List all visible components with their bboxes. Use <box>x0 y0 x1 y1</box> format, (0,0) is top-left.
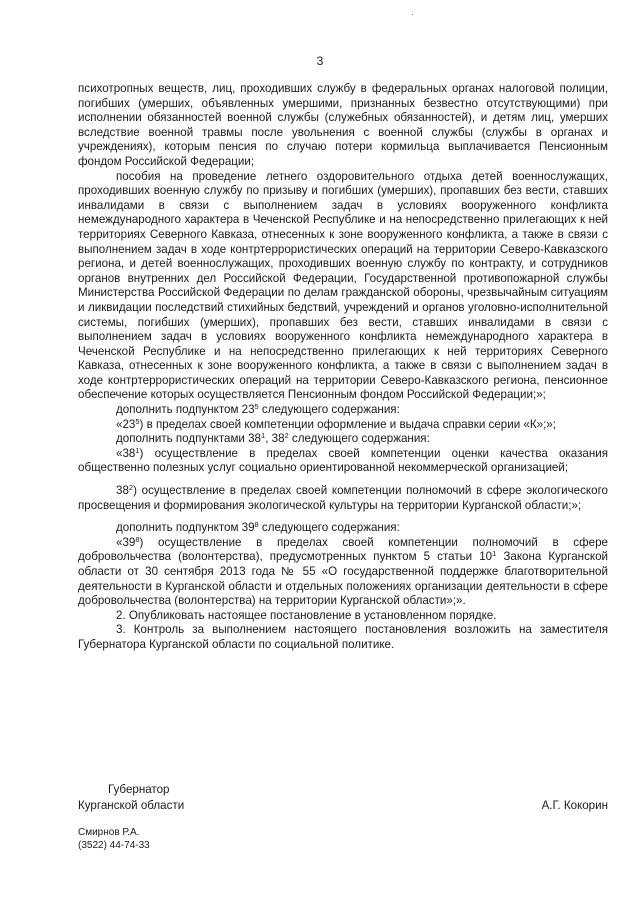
superscript: 8 <box>135 534 140 544</box>
text-fragment: «23 <box>116 417 136 431</box>
executor-phone: (3522) 44-74-33 <box>78 839 150 851</box>
paragraph-add-subitems-38 <box>78 432 608 447</box>
paragraph-recreation-allowance: пособия на проведение летнего оздоровительного отдыха детей военнослужащих, проходивших военную службу по призыву и погибших (умерших), пропавших без вести, ставших инвалидами в связи с выполнением задач в условиях вооруженного конфликта немеждународного характера в Чеченской Республике и на непосредственно прилегающих к ней территориях Северного Кавказа, отнесенных к зоне вооруженного конфликта, а также в связи с выполнением задач в ходе контртеррористических операций на территории Северо-Кавказского региона, и детей военнослужащих, проходивших военную службу по контракту, и сотрудников органов внутренних дел Российской Федерации, Государственной противопожарной службы Министерства Российской Федерации по делам гражданской обороны, чрезвычайным ситуациям и ликвидации последствий стихийных бедствий, учреждений и органов уголовно-исполнительной системы, погибших (умерших), пропавших без вести, ставших инвалидами в связи с выполнением задач в условиях вооруженного конфликта немеждународного характера в Чеченской Республике и на непосредственно прилегающих к ней территориях Северного Кавказа, отнесенных к зоне вооруженного конфликта, а также в связи с выполнением задач в ходе контртеррористических операций на территории Северо-Кавказского региона, пенсионное обеспечение которых осуществляется Пенсионным фондом Российской Федерации;»; <box>78 169 608 402</box>
paragraph-psychotropic: психотропных веществ, лиц, проходивших службу в федеральных органах налоговой полиции, погибших (умерших, объявленных умершими, признанных безвестно отсутствующими) при исполнении обязанностей военной службы (служебных обязанностей), и детям лиц, умерших вследствие военной травмы после увольнения с военной службы (службы в органах и учреждениях), которым пенсия по случаю потери кормильца выплачивается Пенсионным фондом Российской Федерации; <box>78 82 608 168</box>
text-fragment: ) осуществление в пределах своей компетенции оценки качества оказания общественно полезных услуг социально ориентированной некоммерческой организацией; <box>78 446 608 475</box>
text-fragment: ) осуществление в пределах своей компетенции полномочий в сфере добровольчества (волонтерства), предусмотренных пунктом 5 статьи 10 <box>78 535 608 564</box>
text-fragment: следующего содержания: <box>258 521 400 535</box>
paragraph-subitem-38-2 <box>78 484 608 513</box>
superscript: 2 <box>284 431 289 441</box>
signer-region: Курганской области <box>78 799 185 812</box>
signer-title: Губернатор <box>108 783 170 796</box>
superscript: 2 <box>128 483 134 493</box>
paragraph-subitem-39-8 <box>78 536 608 609</box>
text-fragment: «38 <box>116 446 136 460</box>
paragraph-subitem-23-5 <box>78 418 608 433</box>
text-fragment: , 38 <box>265 432 285 446</box>
paragraph-subitem-38-1 <box>78 447 608 476</box>
text-fragment: дополнить подпунктами 38 <box>116 432 262 446</box>
page-number: 3 <box>316 54 324 68</box>
superscript: 1 <box>492 549 497 559</box>
signer-name: А.Г. Кокорин <box>541 799 608 812</box>
superscript: 1 <box>261 431 266 441</box>
paragraph-add-subitem-23-5 <box>78 403 608 418</box>
text-fragment: Закона Курганской области от 30 сентября 2013 года № 55 «О государственной поддержке благотворительной деятельности в Курганской области и отдельных положениях организации деятельности в сфере добровольчества (волонтерства) на территории Курганской области»;». <box>78 550 608 608</box>
superscript: 5 <box>254 402 259 412</box>
text-fragment: ) осуществление в пределах своей компетенции полномочий в сфере экологического просвещения и формирования экологической культуры на территории Курганской области;»; <box>78 484 608 512</box>
superscript: 1 <box>135 445 140 455</box>
superscript: 8 <box>254 520 259 530</box>
text-fragment: ) в пределах своей компетенции оформление и выдача справки серии «К»;»; <box>139 417 556 431</box>
text-fragment: 38 <box>116 484 129 498</box>
text-fragment: дополнить подпунктом 23 <box>116 403 255 417</box>
text-fragment: следующего содержания: <box>288 432 430 446</box>
text-fragment: дополнить подпунктом 39 <box>116 521 255 535</box>
executor-block <box>78 827 150 852</box>
signature-block <box>78 782 608 822</box>
text-fragment: «39 <box>116 535 136 549</box>
paragraph-control: 3. Контроль за выполнением настоящего постановления возложить на заместителя Губернатора Курганской области по социальной политике. <box>78 623 608 651</box>
superscript: 5 <box>135 416 140 426</box>
text-fragment: следующего содержания: <box>258 403 400 417</box>
document-body <box>78 82 608 653</box>
executor-name: Смирнов Р.А. <box>78 827 140 838</box>
scan-speck <box>412 14 413 15</box>
paragraph-add-subitem-39-8 <box>78 521 608 536</box>
paragraph-publish: 2. Опубликовать настоящее постановление в установленном порядке. <box>116 608 497 622</box>
